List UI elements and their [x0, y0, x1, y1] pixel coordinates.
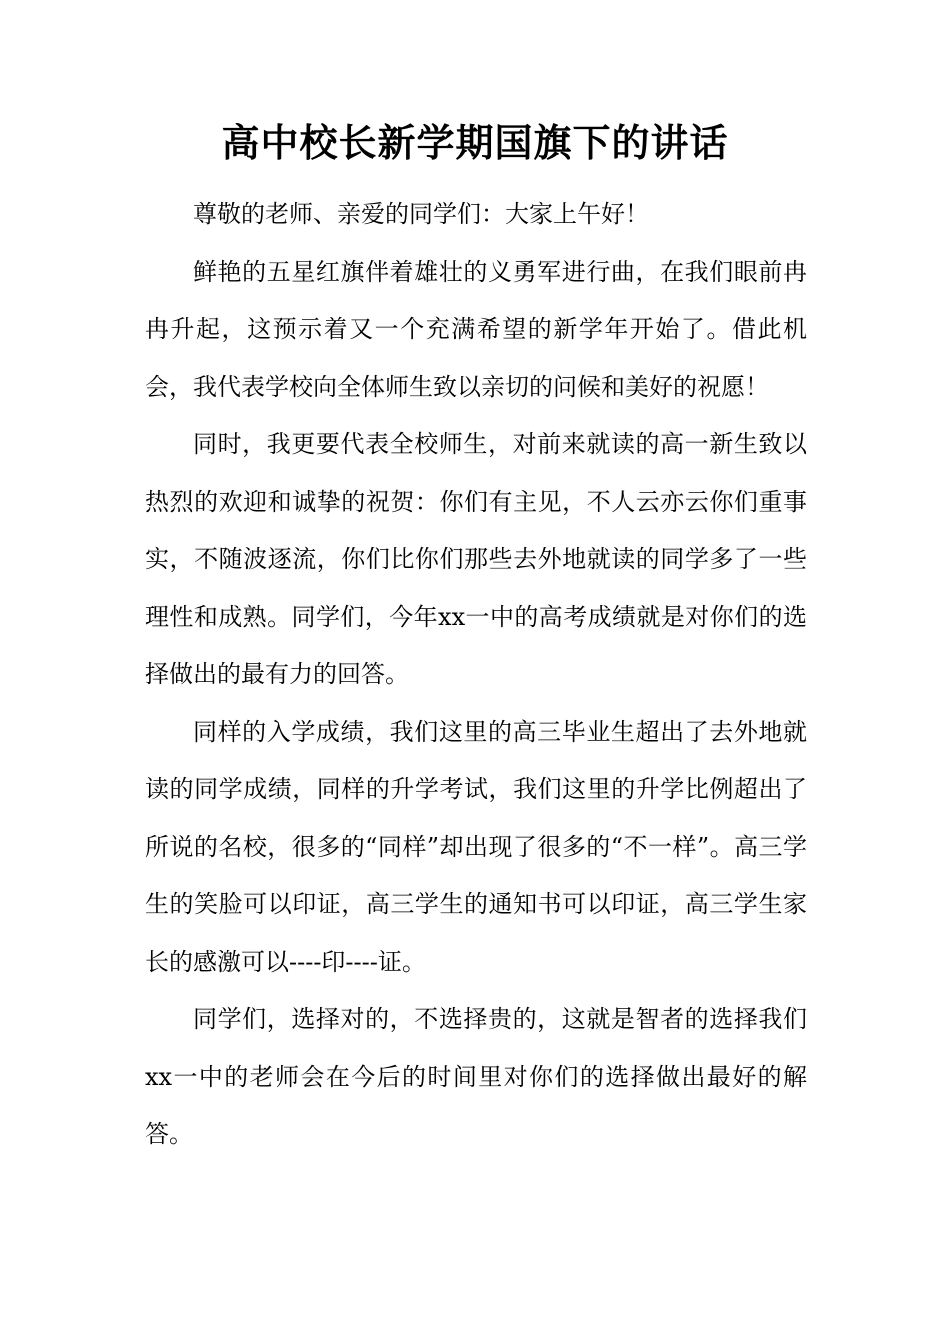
paragraph-exam-results: 同样的入学成绩，我们这里的高三毕业生超出了去外地就读的同学成绩，同样的升学考试，我们这里的升学比例超出了所说的名校，很多的“同样”却出现了很多的“不一样”。高三学生的笑脸可以印证，高三学生的通知书可以印证，高三学生家长的感激可以----印----证。 [145, 717, 807, 976]
paragraph-greeting: 尊敬的老师、亲爱的同学们：大家上午好！ [193, 200, 649, 228]
document-body [145, 186, 807, 1164]
paragraph-welcome-freshmen: 同时，我更要代表全校师生，对前来就读的高一新生致以热烈的欢迎和诚挚的祝贺：你们有主见，不人云亦云你们重事实，不随波逐流，你们比你们那些去外地就读的同学多了一些理性和成熟。同学们，今年xx一中的高考成绩就是对你们的选择做出的最有力的回答。 [145, 430, 807, 688]
paragraph-closing: 同学们，选择对的，不选择贵的，这就是智者的选择我们xx一中的老师会在今后的时间里对你们的选择做出最好的解答。 [145, 1005, 807, 1148]
document-title: 高中校长新学期国旗下的讲话 [221, 120, 729, 165]
paragraph-flag-raising: 鲜艳的五星红旗伴着雄壮的义勇军进行曲，在我们眼前冉冉升起，这预示着又一个充满希望的新学年开始了。借此机会，我代表学校向全体师生致以亲切的问候和美好的祝愿！ [145, 257, 807, 401]
